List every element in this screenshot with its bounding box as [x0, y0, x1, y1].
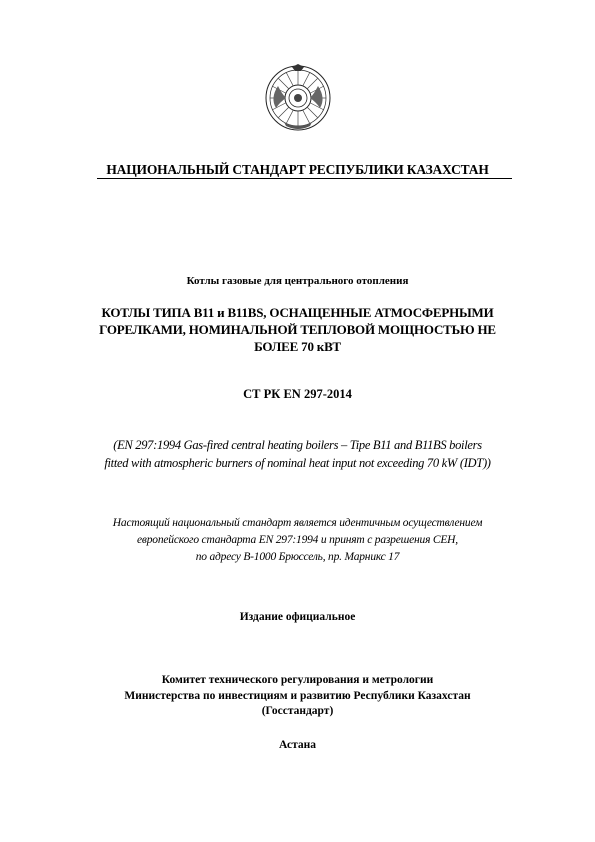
standard-code: СТ РК EN 297-2014: [243, 387, 352, 401]
reference-line: (EN 297:1994 Gas-fired central heating boilers – Tipe B11 and B11BS boilers: [113, 438, 482, 452]
note-line: европейского стандарта EN 297:1994 и принят с разрешения CEH,: [137, 534, 458, 546]
identical-standard-reference: [0, 436, 595, 472]
publishing-organization: [0, 673, 595, 720]
kazakhstan-state-emblem-icon: [264, 64, 332, 132]
organization-line: (Госстандарт): [261, 705, 334, 717]
document-title-line: КОТЛЫ ТИПА B11 и B11BS, ОСНАЩЕННЫЕ АТМОСФЕРНЫМИ: [101, 305, 494, 320]
organization-line: Комитет технического регулирования и метрологии: [161, 674, 434, 686]
organization-line: Министерства по инвестициям и развитию Республики Казахстан: [124, 689, 471, 702]
edition-label: Издание официальное: [239, 611, 356, 623]
reference-line: fitted with atmospheric burners of nominal heat input not exceeding 70 kW (IDT)): [104, 456, 491, 470]
document-title-line: ГОРЕЛКАМИ, НОМИНАЛЬНОЙ ТЕПЛОВОЙ МОЩНОСТЬЮ НЕ: [99, 322, 496, 337]
standard-header-title: НАЦИОНАЛЬНЫЙ СТАНДАРТ РЕСПУБЛИКИ КАЗАХСТАН: [106, 162, 489, 177]
publication-city: Астана: [278, 739, 317, 751]
header-divider: [97, 178, 512, 179]
adoption-note: [0, 515, 595, 566]
note-line: по адресу B-1000 Брюссель, пр. Марникс 17: [195, 551, 400, 563]
document-subtitle: Котлы газовые для центрального отопления: [186, 275, 409, 287]
document-title-line: БОЛЕЕ 70 кВТ: [254, 339, 341, 354]
document-title: [0, 304, 595, 355]
note-line: Настоящий национальный стандарт является идентичным осуществлением: [112, 517, 483, 529]
